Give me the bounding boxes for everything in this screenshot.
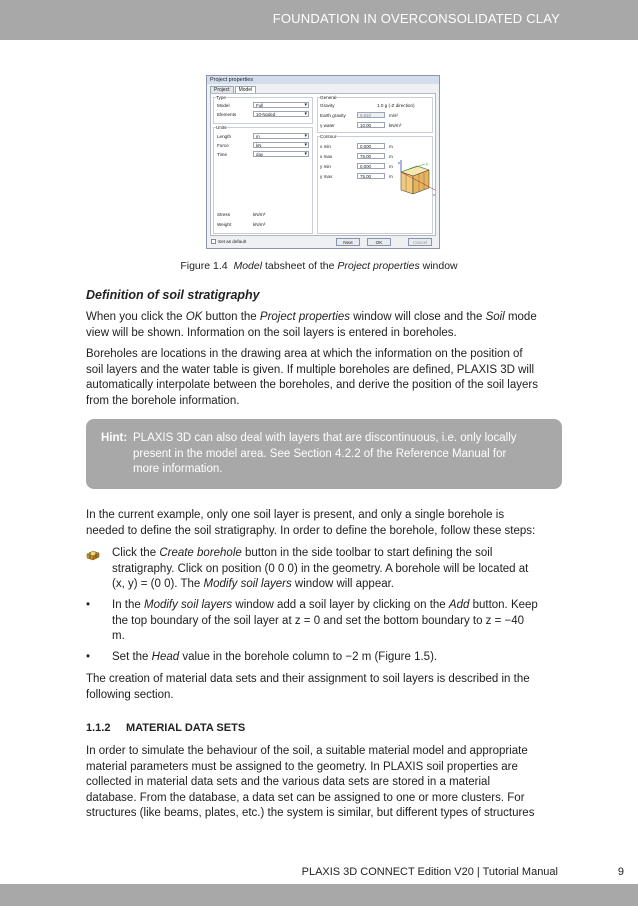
model-label: Model [217, 103, 230, 108]
hint-text: PLAXIS 3D can also deal with layers that are discontinuous, i.e. only locally present in the model area. See Section 4.2.2 of the Reference Manual for more information. [133, 432, 517, 475]
ymax-label: y max [320, 174, 333, 179]
set-default-checkbox[interactable] [211, 239, 216, 244]
paragraph-2: Boreholes are locations in the drawing area at which the information on the position of soil layers and the water table is given. If multiple boreholes are defined, PLAXIS 3D will automatically interpolate between the boreholes, and derive the position of the soil layers from the borehole information. [86, 348, 538, 407]
axis-y-label: y [426, 161, 428, 166]
caption-suffix: window [422, 260, 458, 272]
gamma-water-unit: kN/m³ [389, 123, 402, 128]
window-title: Project properties [207, 76, 439, 84]
gravity-label: Gravity [320, 103, 335, 108]
ymin-label: y min [320, 164, 331, 169]
tab-project[interactable]: Project [210, 86, 234, 93]
time-label: Time [217, 152, 228, 157]
paragraph-3: In the current example, only one soil layer is present, and only a single borehole is needed to define the soil stratigraphy. In order to define the borehole, follow these steps: [86, 509, 536, 537]
gamma-water-label: γ water [320, 123, 335, 128]
bullet-2: • [86, 599, 91, 611]
xmin-unit: m [389, 144, 393, 149]
page-number: 9 [617, 866, 624, 878]
hint-box [86, 419, 562, 489]
paragraph-5: In order to simulate the behaviour of the soil, a suitable material model and appropriate material parameters must be assigned to the geometry. In PLAXIS soil properties are collected in material data sets and the various data sets are stored in a material database. From the database, a data set can be assigned to one or more clusters. For structures (like beams, plates, etc.) the system is similar, but different types of structures [86, 745, 535, 819]
step-1: Click the Create borehole button in the side toolbar to start defining the soil stratigraphy. Click on position (0 0 0) in the geometry. A borehole will be located at (x, y) = (0 0). The Modify soil layers window will appear. [112, 547, 529, 590]
xmin-field[interactable]: 0.000 [357, 143, 385, 149]
step-3: Set the Head value in the borehole column to −2 m (Figure 1.5). [112, 651, 438, 663]
step-2: In the Modify soil layers window add a soil layer by clicking on the Add button. Keep the top boundary of the soil layer at z = 0 and set the bottom boundary to z = −40 m. [112, 599, 538, 642]
force-select[interactable]: kN ▾ [253, 142, 309, 148]
xmax-label: x max [320, 154, 333, 159]
ymax-field[interactable]: 75.00 [357, 173, 385, 179]
gamma-water-field[interactable]: 10.00 [357, 122, 385, 128]
general-label: General [320, 95, 337, 100]
stress-label: Stress [217, 212, 231, 217]
units-label: Units [216, 125, 227, 130]
tab-model[interactable]: Model [235, 86, 257, 93]
stress-value: kN/m² [253, 212, 266, 217]
earth-gravity-field[interactable]: 9.810 [357, 112, 385, 118]
xmax-unit: m [389, 154, 393, 159]
footer-text: PLAXIS 3D CONNECT Edition V20 | Tutorial Manual [301, 866, 558, 878]
type-label: Type [216, 95, 226, 100]
elements-label: Elements [217, 112, 237, 117]
hint-label: Hint: [101, 432, 128, 444]
cancel-button[interactable]: Cancel [408, 238, 432, 246]
length-label: Length [217, 134, 232, 139]
next-button[interactable]: Next [336, 238, 360, 246]
caption-model: Model [233, 260, 263, 272]
figure-caption [0, 260, 638, 272]
ymin-field[interactable]: 0.000 [357, 163, 385, 169]
subsection-number: 1.1.2 [86, 722, 111, 734]
force-label: Force [217, 143, 229, 148]
gravity-value: 1.0 g (-Z direction) [377, 103, 415, 108]
paragraph-1: When you click the OK button the Project properties window will close and the Soil mode view will be shown. Information on the soil layers is entered in boreholes. [86, 311, 537, 339]
header-title: FOUNDATION IN OVERCONSOLIDATED CLAY [272, 11, 560, 26]
weight-value: kN/m³ [253, 222, 266, 227]
axis-z-label: z [398, 160, 400, 165]
caption-prefix: Figure 1.4 [180, 260, 228, 272]
contour-label: Contour [320, 134, 337, 139]
bullet-3: • [86, 651, 91, 663]
xmax-field[interactable]: 75.00 [357, 153, 385, 159]
header-bar [0, 0, 638, 40]
model-box-preview [395, 160, 437, 200]
model-panel [210, 93, 436, 236]
footer-bar [0, 884, 638, 906]
ymax-unit: m [389, 174, 393, 179]
set-default-label: Set as default [218, 239, 247, 244]
caption-project-properties: Project properties [337, 260, 420, 272]
weight-label: Weight [217, 222, 232, 227]
elements-select[interactable]: 10-Noded ▾ [253, 111, 309, 117]
xmin-label: x min [320, 144, 331, 149]
page-footer [0, 866, 624, 878]
subsection-title: MATERIAL DATA SETS [126, 722, 246, 734]
earth-gravity-unit: m/s² [389, 113, 398, 118]
create-borehole-icon [86, 550, 100, 561]
caption-mid: tabsheet of the [265, 260, 335, 272]
time-select[interactable]: day ▾ [253, 151, 309, 157]
length-select[interactable]: m ▾ [253, 133, 309, 139]
ymin-unit: m [389, 164, 393, 169]
subsection-heading [86, 722, 245, 734]
project-properties-window [206, 75, 440, 249]
earth-gravity-label: Earth gravity [320, 113, 346, 118]
paragraph-4: The creation of material data sets and their assignment to soil layers is described in the following section. [86, 673, 530, 701]
section-title: Definition of soil stratigraphy [86, 288, 260, 302]
ok-button[interactable]: OK [367, 238, 391, 246]
model-select[interactable]: Full ▾ [253, 102, 309, 108]
axis-x-label: x [433, 192, 435, 197]
